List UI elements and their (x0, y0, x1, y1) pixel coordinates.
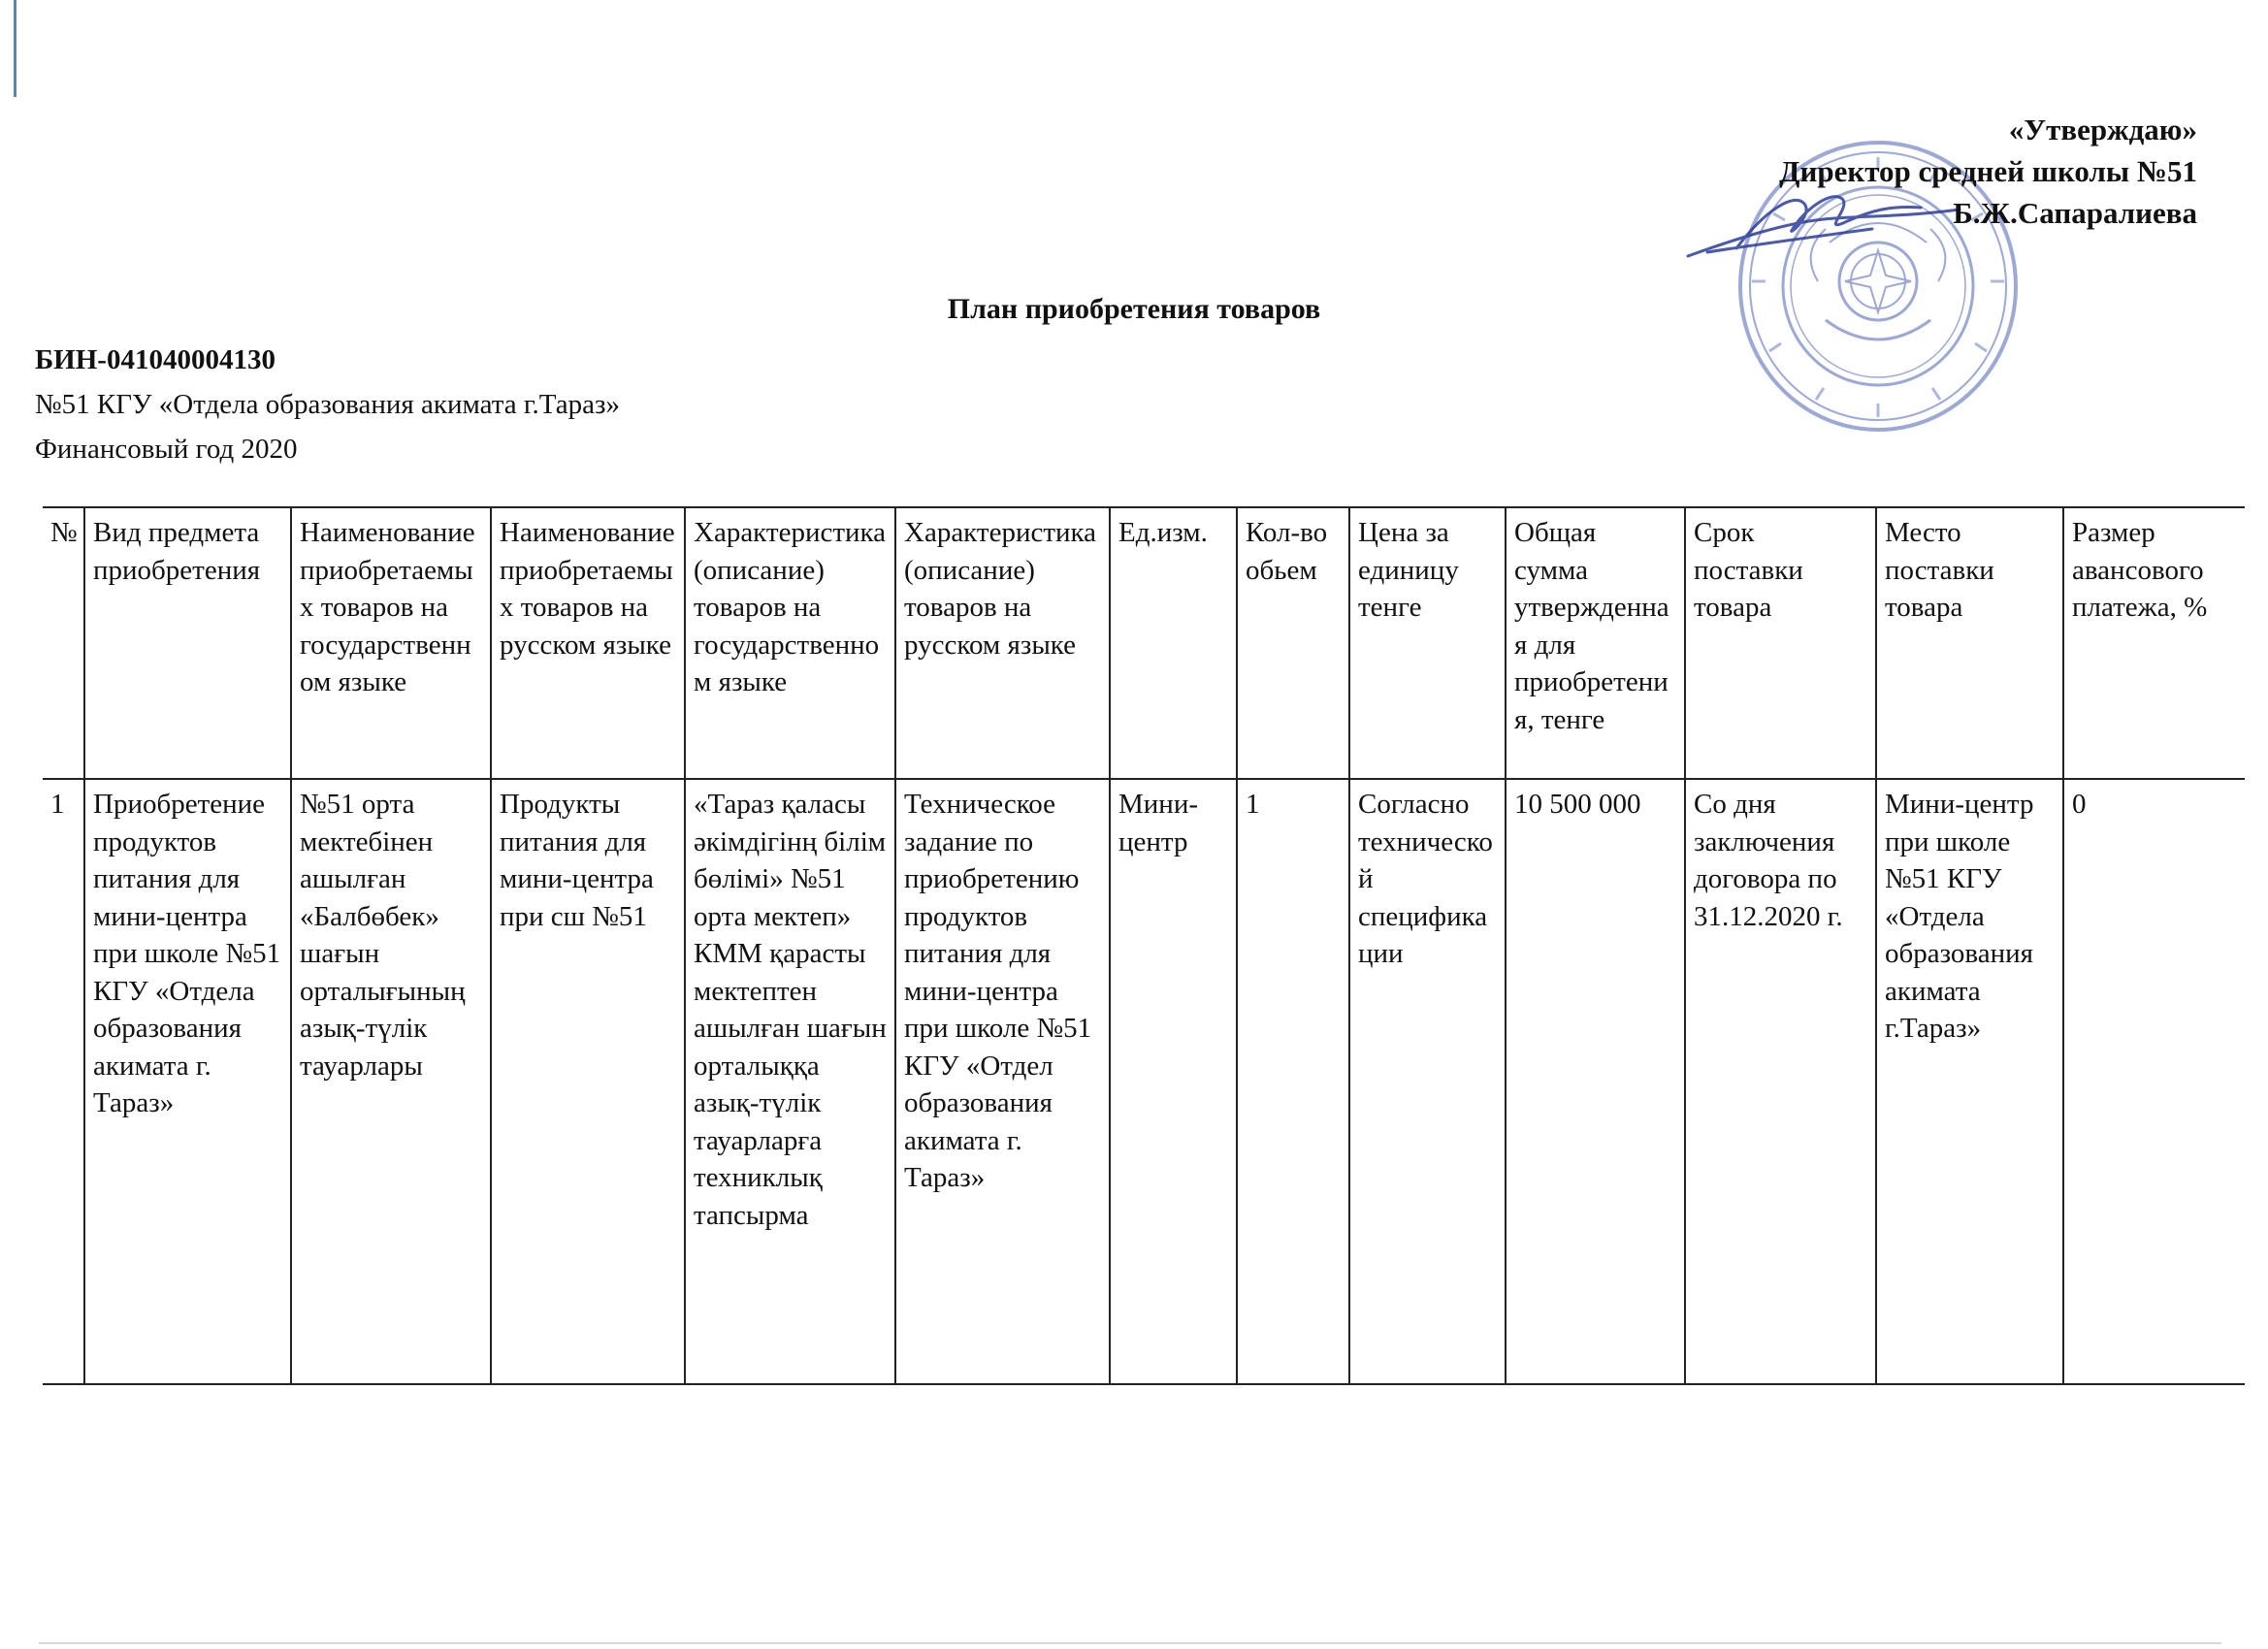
header-cell: Размер авансового платежа, % (2063, 507, 2245, 779)
scan-bottom-mark (39, 1642, 2221, 1644)
cell-name-ru: Продукты питания для мини-центра при сш №51 (491, 779, 685, 1384)
fiscal-year: Финансовый год 2020 (35, 434, 298, 465)
header-cell: Ед.изм. (1110, 507, 1237, 779)
header-cell: Наименование приобретаемых товаров на государственном языке (291, 507, 491, 779)
cell-purchase-type: Приобретение продуктов питания для мини-центра при школе №51 КГУ «Отдела образования акимата г. Тараз» (84, 779, 291, 1384)
approval-position: Директор средней школы №51 (1779, 154, 2197, 188)
header-cell: Наименование приобретаемых товаров на русском языке (491, 507, 685, 779)
cell-description-ru: Техническое задание по приобретению продуктов питания для мини-центра при школе №51 КГУ «Отдел образования акимата г. Тараз» (895, 779, 1110, 1384)
scan-edge-mark (14, 0, 16, 97)
cell-unit-price: Согласно технической спецификации (1349, 779, 1506, 1384)
header-cell: Характеристика (описание) товаров на русском языке (895, 507, 1110, 779)
cell-total-amount: 10 500 000 (1506, 779, 1685, 1384)
cell-delivery-place: Мини-центр при школе №51 КГУ «Отдела образования акимата г.Тараз» (1876, 779, 2063, 1384)
approval-block (1779, 109, 2197, 234)
cell-description-kz: «Тараз қаласы әкімдігінң білім бөлімі» №51 орта мектеп» КММ қарасты мектептен ашылған шағын орталыққа азық-түлік тауарларға техниклық тапсырма (685, 779, 895, 1384)
approval-director-name: Б.Ж.Сапаралиева (1953, 196, 2197, 230)
table-header-row (43, 507, 2245, 779)
approval-heading: «Утверждаю» (2008, 113, 2197, 146)
header-cell: Место поставки товара (1876, 507, 2063, 779)
procurement-table (43, 506, 2245, 1385)
organization-name: №51 КГУ «Отдела образования акимата г.Тараз» (35, 389, 620, 420)
cell-name-kz: №51 орта мектебінен ашылған «Балбөбек» шағын орталығының азық-түлік тауарлары (291, 779, 491, 1384)
cell-quantity: 1 (1237, 779, 1349, 1384)
header-cell: Срок поставки товара (1685, 507, 1876, 779)
header-cell: Характеристика (описание) товаров на государственном языке (685, 507, 895, 779)
document-title: План приобретения товаров (947, 293, 1321, 325)
cell-delivery-term: Со дня заключения договора по 31.12.2020 г. (1685, 779, 1876, 1384)
header-cell: Вид предмета приобретения (84, 507, 291, 779)
table-row (43, 779, 2245, 1384)
cell-advance-payment: 0 (2063, 779, 2245, 1384)
cell-unit: Мини-центр (1110, 779, 1237, 1384)
header-cell: Общая сумма утвержденная для приобретения, тенге (1506, 507, 1685, 779)
bin-number: БИН-041040004130 (35, 344, 275, 375)
cell-number: 1 (43, 779, 84, 1384)
header-cell: № (43, 507, 84, 779)
header-cell: Цена за единицу тенге (1349, 507, 1506, 779)
header-cell: Кол-во обьем (1237, 507, 1349, 779)
organization-meta (35, 338, 620, 471)
